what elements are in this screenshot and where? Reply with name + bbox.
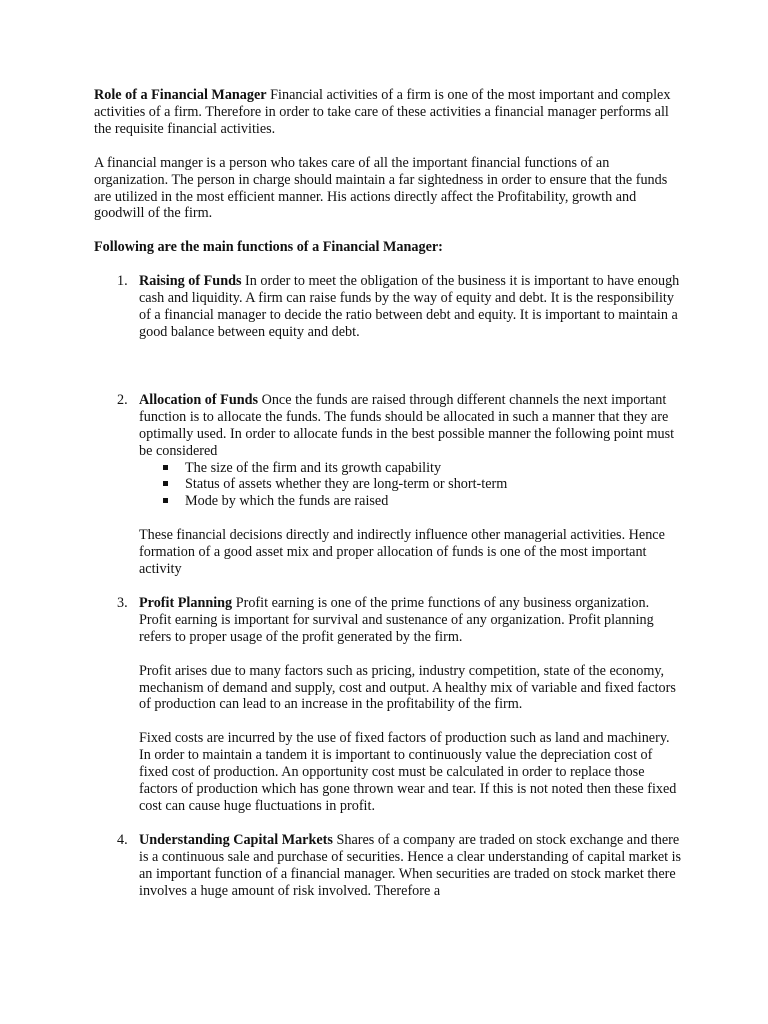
- list-item: The size of the firm and its growth capability: [139, 460, 684, 477]
- document-body: [94, 87, 684, 900]
- definition-paragraph: A financial manger is a person who takes care of all the important financial functions of an organization. The person in charge should maintain a far sightedness in order to ensure that the funds are utilized in the most efficient manner. His actions directly affect the Profitability, growth and goodwill of the firm.: [94, 154, 668, 222]
- item-number: 4.: [117, 831, 128, 848]
- item-paragraph-2: Profit arises due to many factors such as pricing, industry competition, state of the economy, mechanism of demand and supply, cost and output. A healthy mix of variable and fixed factors of production can lead to an increase in the profitability of the firm.: [139, 662, 676, 713]
- item-number: 1.: [117, 273, 128, 290]
- square-bullet-icon: [163, 498, 168, 503]
- square-bullet-icon: [163, 481, 168, 486]
- square-bullet-icon: [163, 465, 168, 470]
- item-title: Profit Planning: [139, 594, 233, 611]
- function-item-3: [94, 595, 684, 815]
- item-paragraph-3: Fixed costs are incurred by the use of fixed factors of production such as land and machinery. In order to maintain a tandem it is important to continuously value the depreciation cost of fixed cost of production. An opportunity cost must be calculated in order to replace those factors of production which has gone thrown wear and tear. If this is not noted then these fixed cost can cause huge fluctuations in profit.: [139, 730, 677, 814]
- intro-title: Role of a Financial Manager: [94, 87, 267, 103]
- item-number: 3.: [117, 594, 128, 611]
- function-item-1: [94, 273, 684, 341]
- list-item: Status of assets whether they are long-term or short-term: [139, 476, 684, 493]
- intro-text: Financial activities of a firm is one of the most important and complex activities of a firm. Therefore in order to take care of these activities a financial manager performs all the requisite financial activities.: [94, 87, 671, 137]
- item-text: Once the funds are raised through different channels the next important function is to allocate the funds. The funds should be allocated in such a manner that they are optimally used. In order to allocate funds in the best possible manner the following point must be considered: [139, 391, 675, 459]
- item-paragraph: [139, 832, 684, 900]
- item-paragraph: [139, 392, 684, 460]
- item-followup-paragraph: These financial decisions directly and indirectly influence other managerial activities. Hence formation of a good asset mix and proper allocation of funds is one of the most important activity: [139, 527, 665, 578]
- item-text: Profit earning is one of the prime functions of any business organization. Profit earning is important for survival and sustenance of any organization. Profit planning refers to proper usage of the profit generated by the firm.: [139, 594, 654, 645]
- item-paragraph: [139, 595, 684, 646]
- function-item-4: [94, 832, 684, 900]
- item-title: Understanding Capital Markets: [139, 831, 333, 848]
- item-title: Allocation of Funds: [139, 391, 259, 408]
- item-text: Shares of a company are traded on stock exchange and there is a continuous sale and purchase of securities. Hence a clear understanding of capital market is an important function of a financial manager. When securities are traded on stock market there involves a huge amount of risk involved. Therefore a: [139, 831, 682, 899]
- item-text: In order to meet the obligation of the business it is important to have enough cash and liquidity. A firm can raise funds by the way of equity and debt. It is the responsibility of a financial manager to decide the ratio between debt and equity. It is important to maintain a good balance between equity and debt.: [139, 273, 680, 340]
- item-title: Raising of Funds: [139, 273, 242, 290]
- function-item-2: [94, 392, 684, 578]
- functions-heading: Following are the main functions of a Financial Manager:: [94, 239, 443, 256]
- list-item: Mode by which the funds are raised: [139, 493, 684, 510]
- item-paragraph: [139, 273, 684, 341]
- intro-paragraph: [94, 87, 684, 138]
- item-number: 2.: [117, 391, 128, 408]
- bullet-list: [139, 460, 684, 511]
